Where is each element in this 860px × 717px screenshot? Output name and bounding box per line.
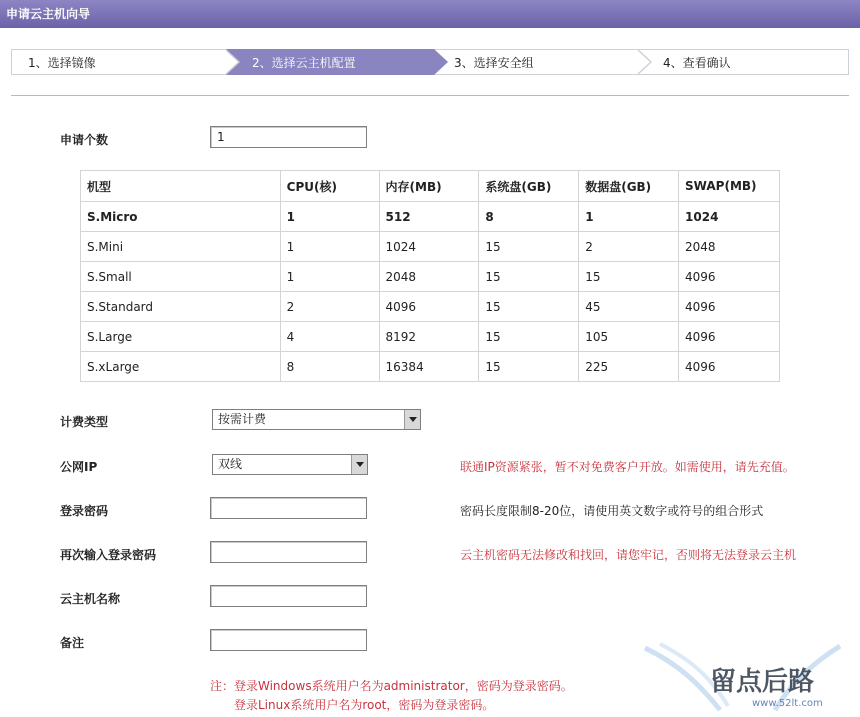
table-cell: 15: [579, 262, 679, 292]
public-ip-select-value: 双线: [218, 457, 243, 471]
step-select-image[interactable]: [11, 49, 226, 75]
table-row[interactable]: [81, 292, 780, 322]
table-cell: 4: [280, 322, 379, 352]
wizard-steps: [11, 49, 849, 75]
step-arrow-icon: [226, 49, 240, 75]
watermark-url: www.52lt.com: [752, 698, 823, 709]
table-row[interactable]: [81, 322, 780, 352]
linux-login-note: 登录Linux系统用户名为root，密码为登录密码。: [234, 698, 495, 712]
count-input[interactable]: 1: [210, 126, 367, 148]
table-cell: 1: [280, 262, 379, 292]
table-cell: 4096: [679, 322, 780, 352]
table-cell: 15: [479, 292, 579, 322]
step-review[interactable]: [638, 49, 849, 75]
table-cell: 8192: [379, 322, 479, 352]
table-header-row: [81, 171, 780, 202]
table-cell: 225: [579, 352, 679, 382]
table-cell: 2048: [379, 262, 479, 292]
password-warning: 云主机密码无法修改和找回，请您牢记，否则将无法登录云主机: [460, 548, 797, 562]
table-cell: 8: [280, 352, 379, 382]
watermark-text: 留点后路: [710, 667, 815, 697]
chevron-down-icon[interactable]: [404, 410, 420, 429]
table-row-selected[interactable]: [81, 202, 780, 232]
table-cell: 16384: [379, 352, 479, 382]
table-cell: 15: [479, 232, 579, 262]
step-select-config[interactable]: [226, 49, 434, 75]
table-cell: 1: [579, 202, 679, 232]
remark-input[interactable]: [210, 629, 367, 651]
table-cell: S.Large: [81, 322, 281, 352]
count-label: 申请个数: [60, 133, 109, 147]
table-cell: 1: [280, 232, 379, 262]
billing-select[interactable]: [212, 409, 421, 430]
table-cell: 1: [280, 202, 379, 232]
column-header: CPU(核): [280, 171, 379, 202]
table-cell: 15: [479, 322, 579, 352]
table-row[interactable]: [81, 352, 780, 382]
table-row[interactable]: [81, 232, 780, 262]
table-cell: 15: [479, 262, 579, 292]
table-cell: 512: [379, 202, 479, 232]
remark-label: 备注: [60, 636, 85, 650]
divider: [11, 95, 849, 96]
column-header: 机型: [81, 171, 281, 202]
table-cell: 1024: [379, 232, 479, 262]
step-arrow-icon: [638, 49, 652, 75]
table-cell: S.Micro: [81, 202, 281, 232]
billing-select-value: 按需计费: [218, 412, 267, 426]
step-label: 4、查看确认: [663, 56, 731, 70]
public-ip-note: 联通IP资源紧张，暂不对免费客户开放。如需使用，请先充值。: [460, 460, 795, 474]
windows-login-note: 注：登录Windows系统用户名为administrator，密码为登录密码。: [210, 679, 573, 693]
table-cell: S.Mini: [81, 232, 281, 262]
instance-name-input[interactable]: [210, 585, 367, 607]
table-cell: 2: [579, 232, 679, 262]
table-row[interactable]: [81, 262, 780, 292]
table-cell: 45: [579, 292, 679, 322]
watermark-logo: [640, 640, 855, 715]
column-header: 内存(MB): [379, 171, 479, 202]
instance-type-table: [80, 170, 780, 382]
column-header: 数据盘(GB): [579, 171, 679, 202]
step-label: 2、选择云主机配置: [252, 56, 356, 70]
public-ip-label: 公网IP: [60, 460, 98, 474]
window-title: 申请云主机向导: [0, 0, 860, 28]
table-cell: 2: [280, 292, 379, 322]
chevron-down-icon[interactable]: [351, 455, 367, 474]
table-cell: 1024: [679, 202, 780, 232]
table-cell: 8: [479, 202, 579, 232]
step-arrow-icon: [434, 49, 448, 75]
step-label: 3、选择安全组: [454, 56, 534, 70]
confirm-password-label: 再次输入登录密码: [60, 548, 157, 562]
password-input[interactable]: [210, 497, 367, 519]
column-header: 系统盘(GB): [479, 171, 579, 202]
public-ip-select[interactable]: [212, 454, 368, 475]
table-cell: S.Standard: [81, 292, 281, 322]
instance-name-label: 云主机名称: [60, 592, 121, 606]
table-cell: 4096: [379, 292, 479, 322]
table-cell: S.Small: [81, 262, 281, 292]
table-cell: 4096: [679, 292, 780, 322]
table-cell: 15: [479, 352, 579, 382]
step-select-security-group[interactable]: [434, 49, 638, 75]
table-cell: 4096: [679, 262, 780, 292]
column-header: SWAP(MB): [679, 171, 780, 202]
password-label: 登录密码: [60, 504, 109, 518]
table-cell: S.xLarge: [81, 352, 281, 382]
table-cell: 105: [579, 322, 679, 352]
confirm-password-input[interactable]: [210, 541, 367, 563]
step-label: 1、选择镜像: [28, 56, 96, 70]
password-hint: 密码长度限制8-20位，请使用英文数字或符号的组合形式: [460, 504, 764, 518]
table-cell: 4096: [679, 352, 780, 382]
table-cell: 2048: [679, 232, 780, 262]
billing-label: 计费类型: [60, 415, 109, 429]
